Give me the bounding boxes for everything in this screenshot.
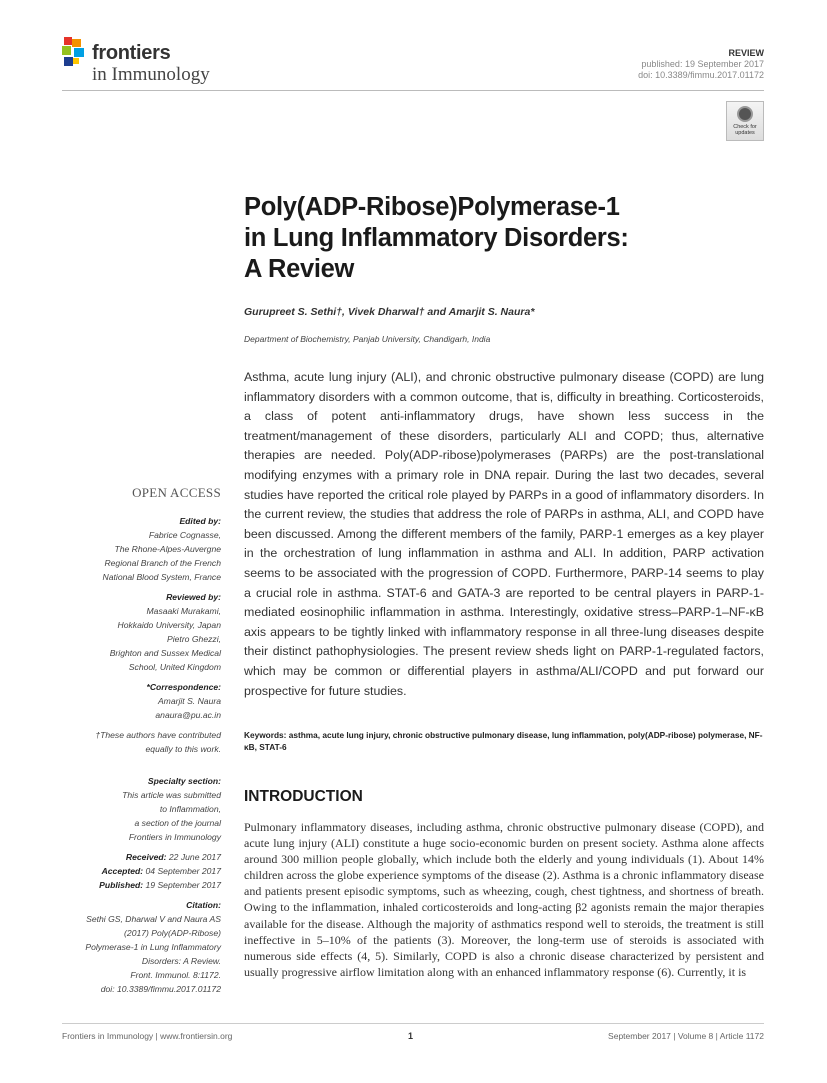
editor-line: Regional Branch of the French (104, 558, 221, 568)
received-label: Received: (125, 852, 167, 862)
equal-contribution-note: †These authors have contributed (95, 730, 221, 740)
article-type: REVIEW (728, 48, 764, 58)
correspondence-email[interactable]: anaura@pu.ac.in (155, 710, 221, 720)
published-date: published: 19 September 2017 (641, 59, 764, 69)
footer-journal-link[interactable]: Frontiers in Immunology | www.frontiersin.org (62, 1031, 233, 1041)
specialty-line: a section of the journal (134, 818, 221, 828)
published-date-sidebar: 19 September 2017 (145, 880, 221, 890)
section-heading-introduction: INTRODUCTION (244, 788, 363, 805)
specialty-line: Frontiers in Immunology (128, 832, 221, 842)
title-line: A Review (244, 255, 355, 283)
title-line: in Lung Inflammatory Disorders: (244, 224, 629, 252)
reviewed-by-label: Reviewed by: (166, 592, 221, 602)
citation-line: Disorders: A Review. (141, 956, 221, 966)
article-meta (638, 48, 764, 81)
citation-line: (2017) Poly(ADP-Ribose) (124, 928, 221, 938)
edited-by-label: Edited by: (179, 516, 221, 526)
reviewer-line: School, United Kingdom (128, 662, 221, 672)
title-line: Poly(ADP-Ribose)Polymerase-1 (244, 193, 620, 221)
footer-issue-info: September 2017 | Volume 8 | Article 1172 (608, 1031, 764, 1041)
crossmark-icon (737, 106, 753, 122)
accepted-date: 04 September 2017 (145, 866, 221, 876)
check-updates-label: Check for updates (733, 124, 757, 136)
footer-divider (62, 1023, 764, 1024)
journal-name: frontiers (92, 42, 171, 64)
equal-contribution-note: equally to this work. (145, 744, 221, 754)
reviewer-line: Masaaki Murakami, (146, 606, 221, 616)
citation-doi[interactable]: doi: 10.3389/fimmu.2017.01172 (100, 984, 221, 994)
keywords: Keywords: asthma, acute lung injury, chronic obstructive pulmonary disease, lung inflammation, poly(ADP-ribose) polymerase, NF-κB, STAT-6 (244, 730, 763, 752)
specialty-label: Specialty section: (147, 776, 221, 786)
citation-line: Polymerase-1 in Lung Inflammatory (85, 942, 221, 952)
specialty-line: to Inflammation, (159, 804, 221, 814)
article-title (244, 192, 764, 285)
reviewer-line: Brighton and Sussex Medical (109, 648, 221, 658)
journal-subtitle: in Immunology (92, 64, 210, 85)
introduction-text: Pulmonary inflammatory diseases, including asthma, chronic obstructive pulmonary disease (COPD), and acute lung injury (ALI) constitute a huge socio-economic burden on present society. Asthma alone affects around 300 million people globally, which include both the elderly and young individuals (1). About 14% children across the globe experience symptoms of the disease (2). Asthma is a chronic inflammatory disease and patients present episodic symptoms, such as wheezing, cough, chest tightness, and shortness of breath. Owing to the inflammation, inhaled corticosteroids and long-acting β2 agonists remain the major therapies available for the disease. Although the majority of asthmatics respond well to steroids, the treatment is still ineffective in 5–10% of the patients (3). Moreover, the long-term use of steroids is associated with numerous side effects (4, 5). Similarly, COPD is also a chronic disease characterized by persistent and usually progressive airflow limitation along with an enhanced inflammatory response (6). Currently, it is (244, 820, 764, 979)
citation-line: Sethi GS, Dharwal V and Naura AS (86, 914, 221, 924)
sidebar-article-info (62, 774, 221, 996)
accepted-label: Accepted: (101, 866, 144, 876)
reviewer-line: Pietro Ghezzi, (167, 634, 221, 644)
doi[interactable]: doi: 10.3389/fimmu.2017.01172 (638, 70, 764, 80)
citation-label: Citation: (186, 900, 221, 910)
affiliation: Department of Biochemistry, Panjab University, Chandigarh, India (244, 334, 491, 344)
editor-line: National Blood System, France (102, 572, 221, 582)
editor-line: Fabrice Cognasse, (148, 530, 221, 540)
sidebar-editorial (62, 514, 221, 762)
abstract: Asthma, acute lung injury (ALI), and chronic obstructive pulmonary disease (COPD) are lung inflammatory disorders with a common outcome, that is, difficulty in breathing. Corticosteroids, a class of potent anti-inflammatory drugs, have shown less success in the treatment/management of these disorders, particularly ALI and COPD; thus, alternative therapies are needed. Poly(ADP-ribose)polymerases (PARPs) are the post-translational modifying enzymes with a primary role in DNA repair. During the last two decades, several studies have reported the critical role played by PARPs in a good of inflammatory disorders. In the current review, the studies that address the role of PARPs in asthma, ALI, and COPD have been discussed. Among the different members of the family, PARP-1 emerges as a key player in the orchestration of lung inflammation in asthma and ALI. In addition, PARP activation seems to be associated with the progression of COPD. Furthermore, PARP-14 seems to play a crucial role in asthma. STAT-6 and GATA-3 are reported to be central players in PARP-1-mediated eosinophilic inflammation in asthma. Interestingly, oxidative stress–PARP-1–NF-κB axis appears to be tightly linked with inflammatory response in all three-lung diseases despite their distinct pathophysiologies. The present review sheds light on PARP-1-regulated factors, which may be common or differential players in asthma/ALI/COPD and put forward our prospective for future studies. (244, 370, 764, 698)
correspondence-label: *Correspondence: (146, 682, 221, 692)
check-for-updates-button[interactable] (726, 101, 764, 141)
open-access-label: OPEN ACCESS (132, 485, 221, 500)
published-label: Published: (99, 880, 144, 890)
specialty-line: This article was submitted (122, 790, 221, 800)
page-number: 1 (408, 1031, 414, 1041)
correspondence-name: Amarjit S. Naura (157, 696, 221, 706)
reviewer-line: Hokkaido University, Japan (117, 620, 221, 630)
citation-line: Front. Immunol. 8:1172. (130, 970, 221, 980)
received-date: 22 June 2017 (168, 852, 221, 862)
header-divider (62, 90, 764, 91)
journal-logo (62, 37, 242, 87)
frontiers-logo-icon (62, 37, 86, 67)
authors: Gurupreet S. Sethi†, Vivek Dharwal† and Amarjit S. Naura* (244, 306, 535, 318)
editor-line: The Rhone-Alpes-Auvergne (114, 544, 221, 554)
